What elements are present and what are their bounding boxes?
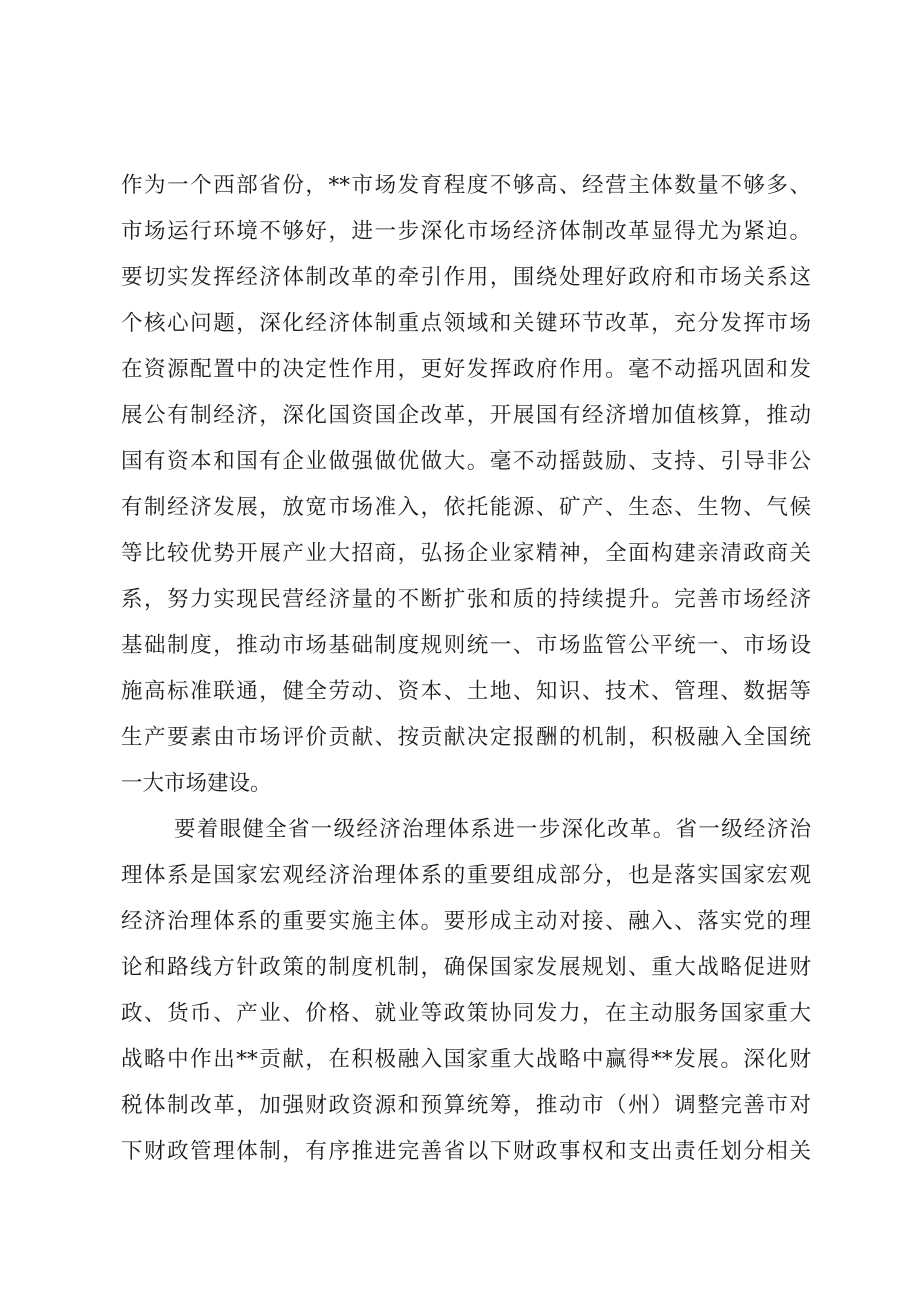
text-line: 作为一个西部省份，**市场发育程度不够高、经营主体数量不够多、 [121, 173, 811, 198]
text-line: 要着眼健全省一级经济治理体系进一步深化改革。省一级经济治 [174, 817, 811, 842]
text-line: 理体系是国家宏观经济治理体系的重要组成部分，也是落实国家宏观 [121, 863, 811, 888]
text-line: 一大市场建设。 [121, 771, 272, 796]
text-line: 系，努力实现民营经济量的不断扩张和质的持续提升。完善市场经济 [121, 587, 811, 612]
text-line: 等比较优势开展产业大招商，弘扬企业家精神，全面构建亲清政商关 [121, 541, 811, 566]
text-line: 经济治理体系的重要实施主体。要形成主动对接、融入、落实党的理 [121, 909, 811, 934]
paragraph-1 [121, 163, 811, 807]
text-line: 论和路线方针政策的制度机制，确保国家发展规划、重大战略促进财 [121, 955, 811, 980]
text-line: 税体制改革，加强财政资源和预算统筹，推动市（州）调整完善市对 [121, 1093, 811, 1118]
text-line: 市场运行环境不够好，进一步深化市场经济体制改革显得尤为紧迫。 [121, 219, 811, 244]
text-line: 政、货币、产业、价格、就业等政策协同发力，在主动服务国家重大 [121, 1001, 811, 1026]
text-line: 展公有制经济，深化国资国企改革，开展国有经济增加值核算，推动 [121, 403, 811, 428]
text-line: 施高标准联通，健全劳动、资本、土地、知识、技术、管理、数据等 [121, 679, 811, 704]
paragraph-2 [121, 807, 811, 1175]
document-body [121, 163, 811, 1175]
text-line: 要切实发挥经济体制改革的牵引作用，围绕处理好政府和市场关系这 [121, 265, 811, 290]
text-line: 在资源配置中的决定性作用，更好发挥政府作用。毫不动摇巩固和发 [121, 357, 811, 382]
text-line: 有制经济发展，放宽市场准入，依托能源、矿产、生态、生物、气候 [121, 495, 811, 520]
text-line: 国有资本和国有企业做强做优做大。毫不动摇鼓励、支持、引导非公 [121, 449, 811, 474]
text-line: 生产要素由市场评价贡献、按贡献决定报酬的机制，积极融入全国统 [121, 725, 811, 750]
text-line: 战略中作出**贡献，在积极融入国家重大战略中赢得**发展。深化财 [121, 1047, 811, 1072]
text-line: 下财政管理体制，有序推进完善省以下财政事权和支出责任划分相关 [121, 1139, 811, 1164]
text-line: 基础制度，推动市场基础制度规则统一、市场监管公平统一、市场设 [121, 633, 811, 658]
text-line: 个核心问题，深化经济体制重点领域和关键环节改革，充分发挥市场 [121, 311, 811, 336]
